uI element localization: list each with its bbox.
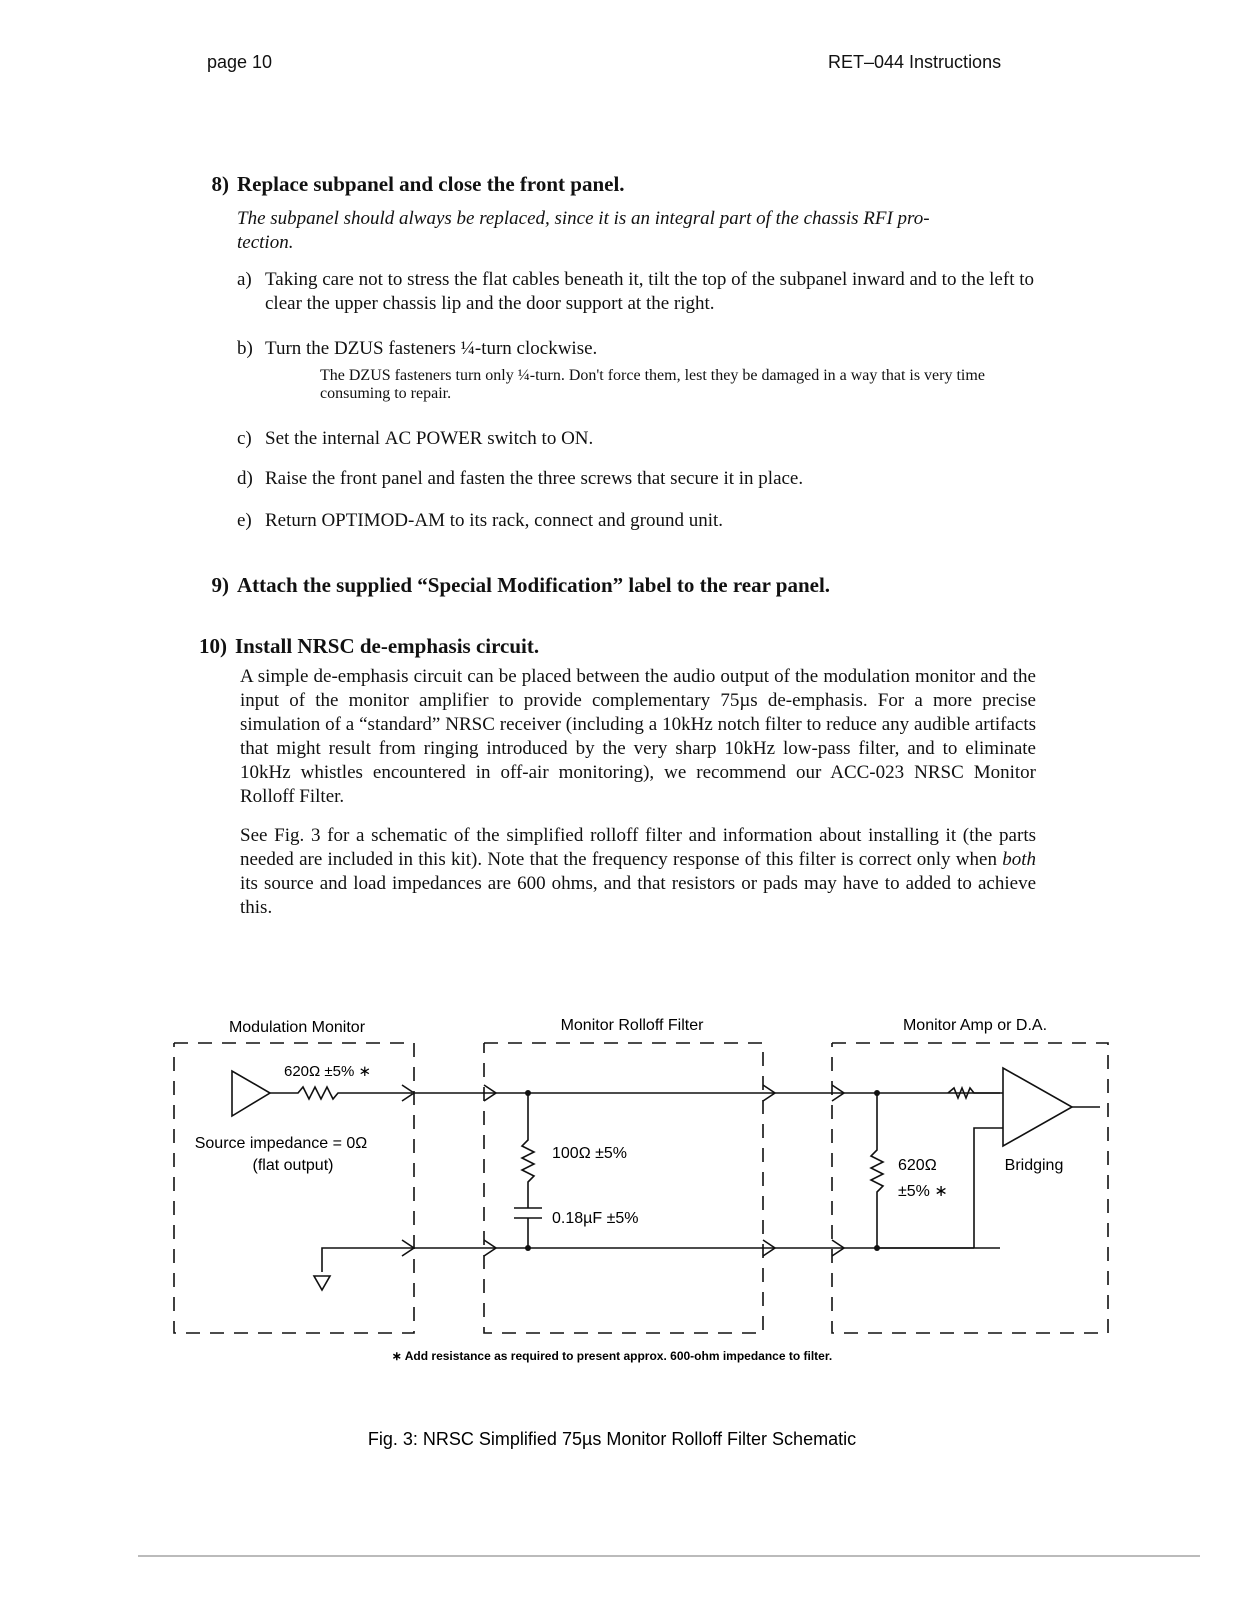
filter-capacitor-label: 0.18µF ±5% — [552, 1210, 639, 1227]
section-8-intro-line2: tection. — [237, 232, 294, 253]
monitor-amp-box — [832, 1043, 1108, 1333]
step-8c-text-mid: switch to — [487, 428, 557, 449]
flat-output-label: (flat output) — [252, 1157, 334, 1174]
amp-input-resistor-icon — [948, 1088, 1003, 1098]
step-8d-label: d) — [237, 468, 253, 489]
page-number: page 10 — [207, 52, 273, 72]
source-resistor-label: 620Ω ±5% ∗ — [284, 1063, 372, 1080]
figure-footnote: ∗ Add resistance as required to present approx. 600-ohm impedance to filter. — [391, 1349, 833, 1363]
step-8c-text-before: Set the internal — [265, 428, 381, 449]
bridging-label: Bridging — [1004, 1157, 1064, 1174]
step-8a-label: a) — [237, 269, 252, 290]
load-resistor-icon — [871, 1093, 883, 1248]
source-resistor-icon — [270, 1087, 412, 1099]
step-8b-text: Turn the DZUS fasteners ¼-turn clockwise. — [265, 338, 598, 359]
figure-caption: Fig. 3: NRSC Simplified 75µs Monitor Rolloff Filter Schematic — [367, 1429, 857, 1449]
step-8b-note: The DZUS fasteners turn only ¼-turn. Don't force them, lest they be damaged in a way that is very time consuming to repair. — [320, 367, 985, 402]
section-9-number: 9) — [211, 573, 229, 597]
box2-title: Monitor Rolloff Filter — [560, 1017, 704, 1034]
load-resistor-label: 620Ω — [898, 1157, 937, 1174]
section-10-paragraph-1: A simple de-emphasis circuit can be placed between the audio output of the modulation monitor and the input of the monitor amplifier to provide complementary 75µs de-emphasis. For a more precise simulation of a “standard” NRSC receiver (including a 10kHz notch filter to reduce any audible artifacts that might result from ringing introduced by the very sharp 10kHz low-pass filter, and to eliminate 10kHz whistles encountered in off-air monitoring), we recommend our ACC-023 NRSC Monitor Rolloff Filter. — [240, 666, 1036, 807]
step-8c-text-after: . — [588, 428, 594, 449]
load-resistor-tolerance: ±5% ∗ — [898, 1183, 948, 1200]
box1-title: Modulation Monitor — [228, 1019, 366, 1036]
para2-before: See Fig. 3 for a schematic of the simplified rolloff filter and information about installing it (the parts needed are included in this kit). Note that the frequency response of this filter is correct only when — [240, 825, 1036, 870]
section-8-title: Replace subpanel and close the front panel. — [237, 172, 625, 196]
section-10-title: Install NRSC de-emphasis circuit. — [235, 634, 540, 658]
filter-resistor-icon — [522, 1093, 534, 1208]
rolloff-filter-box — [484, 1043, 763, 1333]
step-8e-label: e) — [237, 510, 252, 531]
step-8a-text: Taking care not to stress the flat cables beneath it, tilt the top of the subpanel inward and to the left to clear the upper chassis lip and the door support at the right. — [265, 269, 1034, 314]
section-10-number: 10) — [199, 634, 227, 658]
modulation-monitor-box — [174, 1043, 414, 1333]
filter-resistor-label: 100Ω ±5% — [552, 1145, 628, 1162]
para2-emphasis: both — [1002, 849, 1037, 870]
step-8c-label: c) — [237, 428, 252, 449]
section-8-intro-line1: The subpanel should always be replaced, since it is an integral part of the chassis RFI pro- — [237, 208, 930, 229]
source-amplifier-icon — [232, 1071, 270, 1116]
box3-title: Monitor Amp or D.A. — [902, 1017, 1048, 1034]
document-title: RET–044 Instructions — [828, 52, 1002, 72]
section-9-title: Attach the supplied “Special Modification” label to the rear panel. — [237, 573, 831, 597]
source-impedance-label: Source impedance = 0Ω — [194, 1135, 368, 1152]
para2-after: its source and load impedances are 600 ohms, and that resistors or pads may have to added to achieve this. — [240, 873, 1036, 918]
step-8e-text: Return OPTIMOD-AM to its rack, connect and ground unit. — [265, 510, 724, 531]
section-8-number: 8) — [211, 172, 229, 196]
ac-power-label: AC POWER — [384, 428, 483, 449]
bridging-amplifier-icon — [1003, 1068, 1072, 1146]
step-8d-text: Raise the front panel and fasten the three screws that secure it in place. — [265, 468, 804, 489]
step-8b-label: b) — [237, 338, 253, 359]
on-label: ON — [561, 428, 589, 449]
ground-icon — [314, 1276, 330, 1290]
